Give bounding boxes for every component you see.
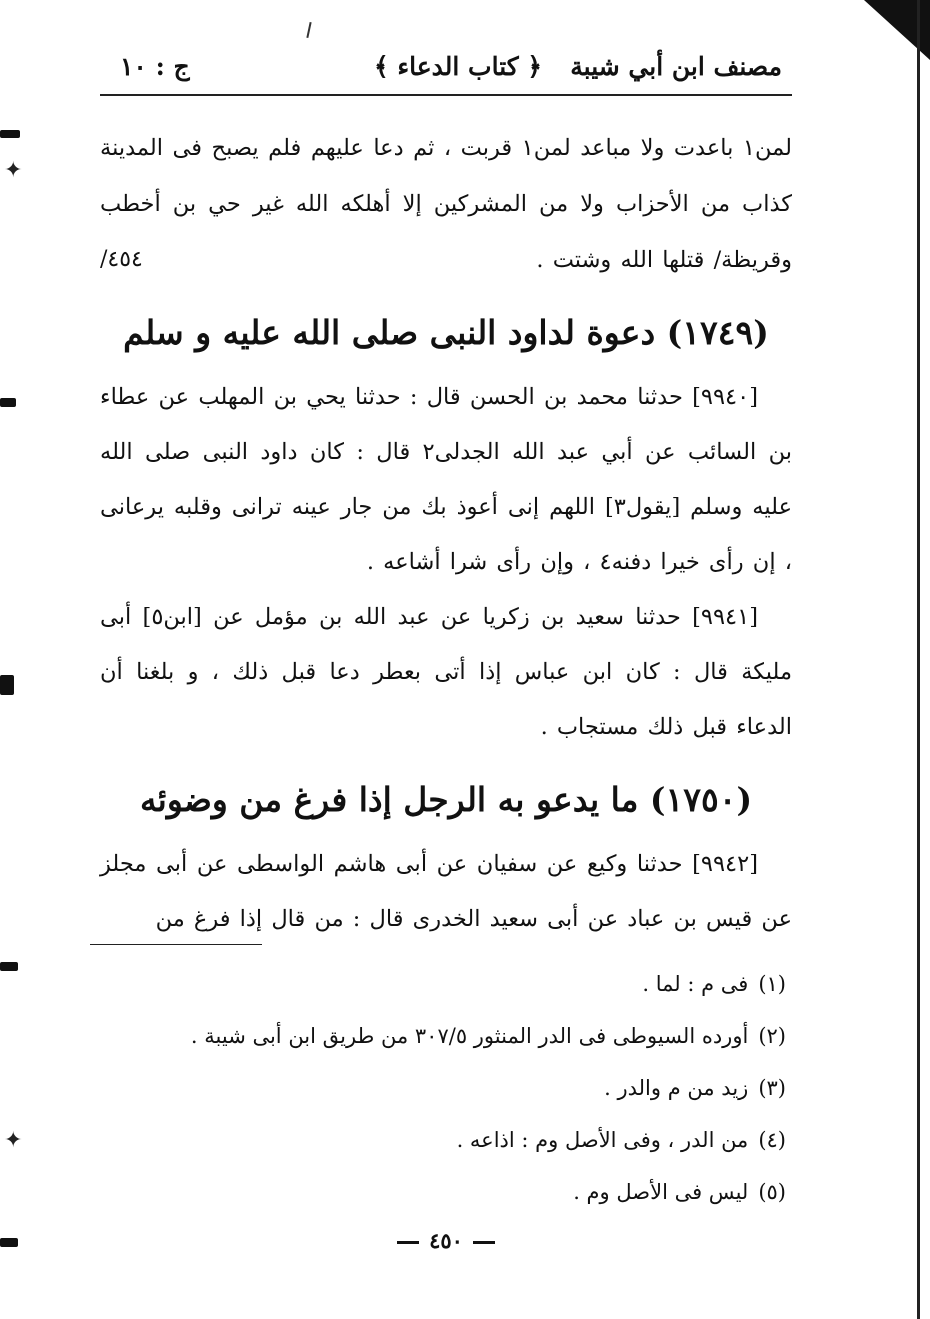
footnote-text: زيد من م والدر .	[604, 1076, 749, 1100]
hadith-9940: [٩٩٤٠] حدثنا محمد بن الحسن قال : حدثنا يحي بن المهلب عن عطاء بن السائب عن أبي عبد الله الجدلى٢ قال : كان داود النبى صلى الله عليه وسلم [يقول٣] اللهم إنى أعوذ بك من جار عينه ترانى وقلبه يرعانى ، إن رأى خيرا دفنه٤ ، وإن رأى شرا أشاعه .	[100, 384, 792, 575]
footnotes	[100, 958, 792, 1218]
footnote-number: (٥)	[758, 1180, 786, 1204]
footnote-item	[100, 958, 792, 1010]
scan-binding-mark	[0, 130, 20, 138]
footnote-text: ليس فى الأصل وم .	[573, 1180, 749, 1204]
intro-marker: ٤٥٤/	[100, 247, 143, 272]
crosshair-icon: ✦	[4, 1128, 23, 1153]
footnote-number: (١)	[758, 972, 786, 996]
chapter-title: ﴿ كتاب الدعاء ﴾	[374, 52, 542, 81]
footnote-item	[100, 1010, 792, 1062]
section-heading-1750: (١٧٥٠) ما يدعو به الرجل إذا فرغ من وضوئه	[139, 780, 753, 819]
scan-binding-mark	[0, 962, 18, 971]
scan-tick-mark	[306, 22, 311, 38]
scan-binding-mark	[0, 1238, 18, 1247]
dash-left	[473, 1241, 495, 1244]
scan-binding-mark	[0, 675, 14, 695]
intro-paragraph	[100, 120, 792, 288]
footnote-item	[100, 1062, 792, 1114]
page-number-text: ٤٥٠	[429, 1228, 463, 1253]
crosshair-icon: ✦	[4, 158, 23, 183]
hadith-9941: [٩٩٤١] حدثنا سعيد بن زكريا عن عبد الله بن مؤمل عن [ابن٥] أبى مليكة قال : كان ابن عباس إذا أتى بعطر دعا قبل ذلك ، و بلغنا أن الدعاء قبل ذلك مستجاب .	[100, 604, 792, 740]
footnote-number: (٤)	[758, 1128, 786, 1152]
footnote-text: من الدر ، وفى الأصل وم : اذاعه .	[456, 1128, 749, 1152]
footnote-divider	[90, 944, 262, 945]
book-title: مصنف ابن أبي شيبة	[570, 52, 782, 81]
intro-paragraph-text: لمن١ باعدت ولا مباعد لمن١ قربت ، ثم دعا عليهم فلم يصبح فى المدينة كذاب من الأحزاب ولا من المشركين إلا أهلكه الله غير حي بن أخطب وقريظة/ قتلها الله وشتت .	[100, 135, 792, 273]
page-header	[100, 48, 792, 96]
footnote-item	[100, 1166, 792, 1218]
scan-edge-line	[917, 0, 920, 1319]
scan-binding-mark	[0, 398, 16, 407]
footnote-item	[100, 1114, 792, 1166]
footnote-number: (٣)	[758, 1076, 786, 1100]
scan-corner-mark	[864, 0, 930, 60]
hadith-9942: [٩٩٤٢] حدثنا وكيع عن سفيان عن أبى هاشم الواسطى عن أبى مجلز عن قيس بن عباد عن أبى سعيد الخدرى قال : من قال إذا فرغ من	[100, 851, 792, 932]
page-number	[100, 1228, 792, 1253]
footnote-text: فى م : لما .	[642, 972, 749, 996]
dash-right	[397, 1241, 419, 1244]
section-heading-1749: (١٧٤٩) دعوة لداود النبى صلى الله عليه و سلم	[123, 313, 769, 352]
footnote-number: (٢)	[758, 1024, 786, 1048]
page-body	[100, 120, 792, 947]
footnote-text: أورده السيوطى فى الدر المنثور ٣٠٧/٥ من طريق ابن أبى شيبة .	[190, 1024, 749, 1048]
volume-indicator: ج : ١٠	[120, 52, 190, 81]
